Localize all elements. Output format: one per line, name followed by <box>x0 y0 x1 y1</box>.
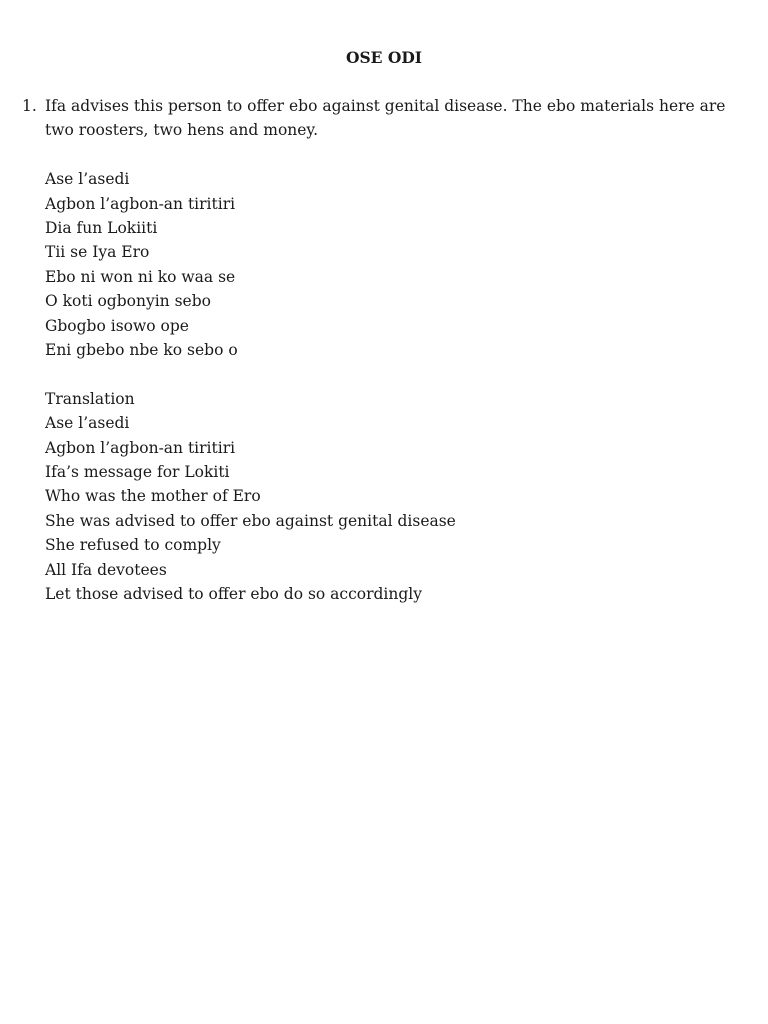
document-title: OSE ODI <box>345 48 423 67</box>
translation-heading: Translation <box>45 389 135 408</box>
verse-line: Dia fun Lokiiti <box>45 219 158 238</box>
verse-line: Tii se Iya Ero <box>45 243 150 262</box>
verse-line: Ase l’asedi <box>45 170 130 189</box>
verse-line: O koti ogbonyin sebo <box>45 292 211 311</box>
translation-line: She was advised to offer ebo against genital disease <box>45 511 456 530</box>
verse-line: Ebo ni won ni ko waa se <box>45 267 236 286</box>
item-number: 1. <box>22 97 37 115</box>
verse-stanza <box>45 167 735 362</box>
translation-line: Ase l’asedi <box>45 414 130 433</box>
translation-line: Agbon l’agbon-an tiritiri <box>45 438 236 457</box>
translation-line: Ifa’s message for Lokiti <box>45 463 230 482</box>
translation-line: Let those advised to offer ebo do so accordingly <box>45 585 423 604</box>
verse-line: Agbon l’agbon-an tiritiri <box>45 194 236 213</box>
translation-stanza <box>45 387 735 607</box>
translation-line: She refused to comply <box>45 536 221 555</box>
translation-line: Who was the mother of Ero <box>45 487 261 506</box>
translation-line: All Ifa devotees <box>45 560 167 579</box>
verse-line: Eni gbebo nbe ko sebo o <box>45 341 238 360</box>
intro-paragraph: Ifa advises this person to offer ebo against genital disease. The ebo materials here are two roosters, two hens and money. <box>45 97 726 140</box>
item-body <box>45 94 735 607</box>
verse-line: Gbogbo isowo ope <box>45 316 189 335</box>
